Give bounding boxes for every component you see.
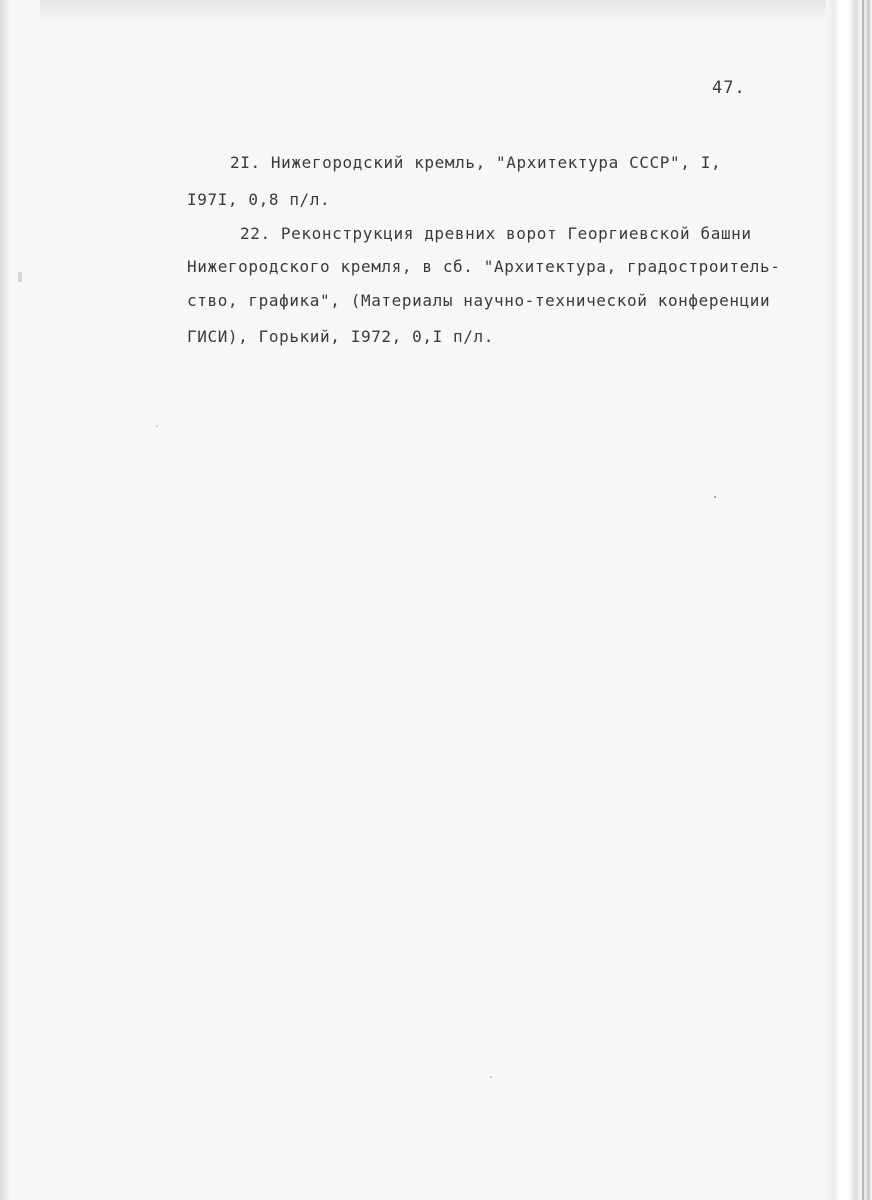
binding-edge (826, 0, 872, 1200)
left-edge-shadow (0, 0, 10, 1200)
paper-speck (714, 496, 716, 498)
entry-22-line-1: 22. Реконструкция древних ворот Георгиевской башни (240, 224, 752, 243)
paper-speck (490, 1076, 492, 1078)
page-number: 47. (712, 78, 746, 98)
binding-edge-shadow (867, 0, 870, 1200)
entry-21-line-1: 2I. Нижегородский кремль, "Архитектура СССР", I, (230, 153, 722, 172)
binding-edge-line (862, 0, 864, 1200)
paper-speck (156, 425, 158, 427)
bleed-through-shadow (40, 0, 830, 22)
entry-21-line-2: I97I, 0,8 п/л. (187, 190, 331, 209)
entry-22-line-4: ГИСИ), Горький, I972, 0,I п/л. (187, 327, 494, 346)
entry-22-line-2: Нижегородского кремля, в сб. "Архитектура, градостроитель- (187, 257, 781, 276)
paper-speck (18, 272, 22, 282)
entry-22-line-3: ство, графика", (Материалы научно-технической конференции (187, 291, 771, 310)
